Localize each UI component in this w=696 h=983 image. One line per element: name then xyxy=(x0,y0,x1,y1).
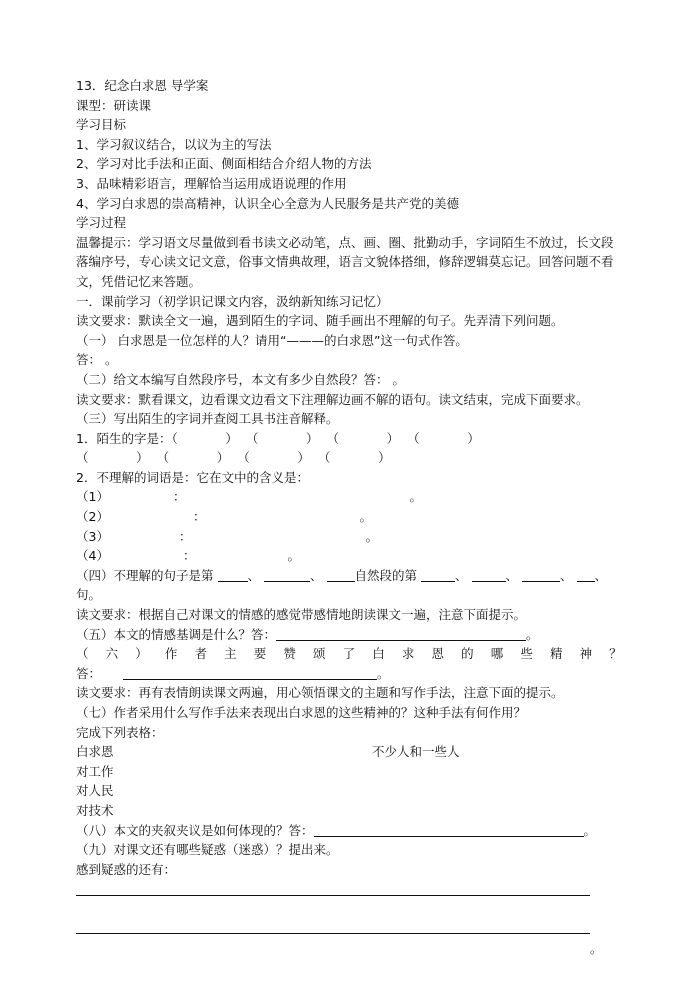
new-words-row xyxy=(76,429,622,449)
q6-char: 神 xyxy=(579,646,593,662)
question-8-text: （八）本文的夹叙夹议是如何体现的？答： xyxy=(76,822,314,838)
question-4-mid: 自然段的第 xyxy=(354,567,418,583)
q6-char: 哪 xyxy=(490,646,504,662)
reading-requirement: 读文要求：默读全文一遍，遇到陌生的字词、随手画出不理解的句子。先弄清下列问题。 xyxy=(76,313,564,329)
term-colon: ： xyxy=(192,509,206,525)
goals-heading: 学习目标 xyxy=(76,117,127,133)
table-row: 对技术 xyxy=(76,802,114,818)
answer-5-blank[interactable] xyxy=(276,627,526,641)
answer-6-blank[interactable] xyxy=(123,666,377,680)
separator: 、 xyxy=(455,567,468,583)
term-number: （3） xyxy=(76,528,109,544)
reading-requirement: 读文要求：再有表情朗读课文两遍，用心领悟课文的主题和写作手法，注意下面的提示。 xyxy=(76,685,564,701)
term-row xyxy=(76,546,622,566)
term-end: 。 xyxy=(359,509,372,525)
question-1: （一） 白求恩是一位怎样的人？请用“———的白求恩”这一句式作答。 xyxy=(76,332,468,348)
period: 。 xyxy=(377,665,390,681)
separator: 、 xyxy=(594,567,608,583)
answer-8-blank[interactable] xyxy=(314,823,584,837)
blank[interactable] xyxy=(522,568,560,582)
term-end: 。 xyxy=(409,489,422,505)
goal-item: 4、学习白求恩的崇高精神，认识全心全意为人民服务是共产党的美德 xyxy=(76,195,459,211)
q6-char: 颂 xyxy=(313,646,326,662)
question-4 xyxy=(76,566,622,586)
table-row: 对工作 xyxy=(76,763,114,779)
period: 。 xyxy=(583,822,597,838)
doubts-label: 感到疑惑的还有： xyxy=(76,861,177,877)
q6-char: 六 xyxy=(105,646,119,662)
answer-line[interactable] xyxy=(76,933,622,955)
q6-char: 精 xyxy=(550,646,563,662)
separator: 、 xyxy=(247,567,261,583)
reading-requirement: 读文要求：根据自己对课文的情感的感觉带感情地朗读课文一遍，注意下面提示。 xyxy=(76,607,527,623)
table-row: 对人民 xyxy=(76,783,114,799)
goal-item: 1、学习叙议结合，以议为主的写法 xyxy=(76,136,272,152)
process-heading: 学习过程 xyxy=(76,215,127,231)
question-9: （九）对课文还有哪些疑惑（迷惑）？提出来。 xyxy=(76,842,339,858)
q6-char: ？ xyxy=(609,646,622,662)
q6-char: 者 xyxy=(194,646,208,662)
question-2: （二）给文本编写自然段序号，本文有多少自然段？答： 。 xyxy=(76,371,405,387)
table-header-right: 不少人和一些人 xyxy=(372,744,460,760)
term-colon: ： xyxy=(182,548,196,564)
term-colon: ： xyxy=(178,528,192,544)
term-row xyxy=(76,527,622,547)
question-7: （七）作者采用什么写作手法来表现出白求恩的这些精神的？这种手法有何作用？ xyxy=(76,705,527,720)
goal-item: 3、品味精彩语言，理解恰当运用成语说理的作用 xyxy=(76,175,347,191)
term-row xyxy=(76,507,622,527)
new-words-row xyxy=(76,448,622,468)
table-intro: 完成下列表格： xyxy=(76,724,164,740)
tip-line: 文，凭借记忆来答题。 xyxy=(76,273,202,289)
term-number: （1） xyxy=(76,489,109,505)
q6-char: 主 xyxy=(224,646,237,662)
reading-requirement: 读文要求：默看课文，边看课文边看文下注理解边画不解的语句。读文结束，完成下面要求。 xyxy=(76,391,589,407)
blank[interactable] xyxy=(472,568,506,582)
goal-item: 2、学习对比手法和正面、侧面相结合介绍人物的方法 xyxy=(76,156,372,172)
term-row xyxy=(76,487,622,507)
section1-heading: 一．课前学习（初学识记课文内容，汲纳新知练习记忆） xyxy=(76,293,389,309)
q6-char: 作 xyxy=(164,646,178,662)
q6-char: （ xyxy=(76,646,89,662)
question-4-prefix: （四）不理解的句子是第 xyxy=(76,567,214,583)
q6-char: ） xyxy=(135,646,148,662)
answer-6-label: 答： xyxy=(76,665,102,681)
new-words-blanks[interactable]: （ ） （ ） （ ） （ ） xyxy=(171,430,480,446)
question-5 xyxy=(76,625,622,645)
separator: 、 xyxy=(505,567,519,583)
blank[interactable] xyxy=(577,568,595,582)
new-words-blanks[interactable]: （ ） （ ） （ ） （ ） xyxy=(76,450,391,466)
answer-rule xyxy=(76,933,590,934)
terms-label: 2．不理解的词语是：它在文中的含义是： xyxy=(76,469,309,485)
term-end: 。 xyxy=(365,528,378,544)
q6-char: 的 xyxy=(461,646,474,662)
q6-char: 了 xyxy=(342,646,356,662)
term-colon: ： xyxy=(172,489,186,505)
term-number: （4） xyxy=(76,548,109,564)
table-header-left: 白求恩 xyxy=(76,744,114,760)
worksheet-page xyxy=(76,76,622,955)
table-header-row xyxy=(76,742,622,762)
separator: 、 xyxy=(560,567,573,583)
period: 。 xyxy=(526,626,539,642)
separator: 、 xyxy=(310,567,323,583)
question-3: （三）写出陌生的字词并查阅工具书注音解释。 xyxy=(76,411,339,427)
answer-1: 答： 。 xyxy=(76,352,118,368)
question-5-text: （五）本文的情感基调是什么？答： xyxy=(76,626,277,642)
blank[interactable] xyxy=(218,568,248,582)
period: 。 xyxy=(590,941,603,957)
tip-line: 落编序号，专心读文记文意，俗事文情典故理，语言文貌体搭细，修辞逻辑莫忘记。回答问题不看 xyxy=(76,254,614,270)
blank[interactable] xyxy=(421,568,455,582)
question-6 xyxy=(76,644,622,664)
answer-line[interactable] xyxy=(76,895,622,917)
q6-char: 赞 xyxy=(283,646,296,662)
q6-char: 恩 xyxy=(431,646,445,662)
question-4-end: 句。 xyxy=(76,587,102,603)
term-number: （2） xyxy=(76,509,109,525)
q6-char: 些 xyxy=(520,646,533,662)
blank[interactable] xyxy=(327,568,355,582)
page-title: 13．纪念白求恩 导学案 xyxy=(76,78,209,93)
term-end: 。 xyxy=(287,548,300,564)
q6-char: 求 xyxy=(401,646,415,662)
tip-line: 温馨提示：学习语文尽量做到看书读文必动笔，点、画、圈、批勤动手，字词陌生不放过，长文段 xyxy=(76,234,614,250)
new-words-label: 1．陌生的字是： xyxy=(76,430,172,446)
q6-char: 要 xyxy=(253,646,267,662)
blank[interactable] xyxy=(264,568,310,582)
question-8 xyxy=(76,821,622,841)
answer-6 xyxy=(76,664,622,684)
answer-rule xyxy=(76,895,590,896)
course-type: 课型：研读课 xyxy=(76,97,152,113)
q6-char: 白 xyxy=(372,646,385,662)
